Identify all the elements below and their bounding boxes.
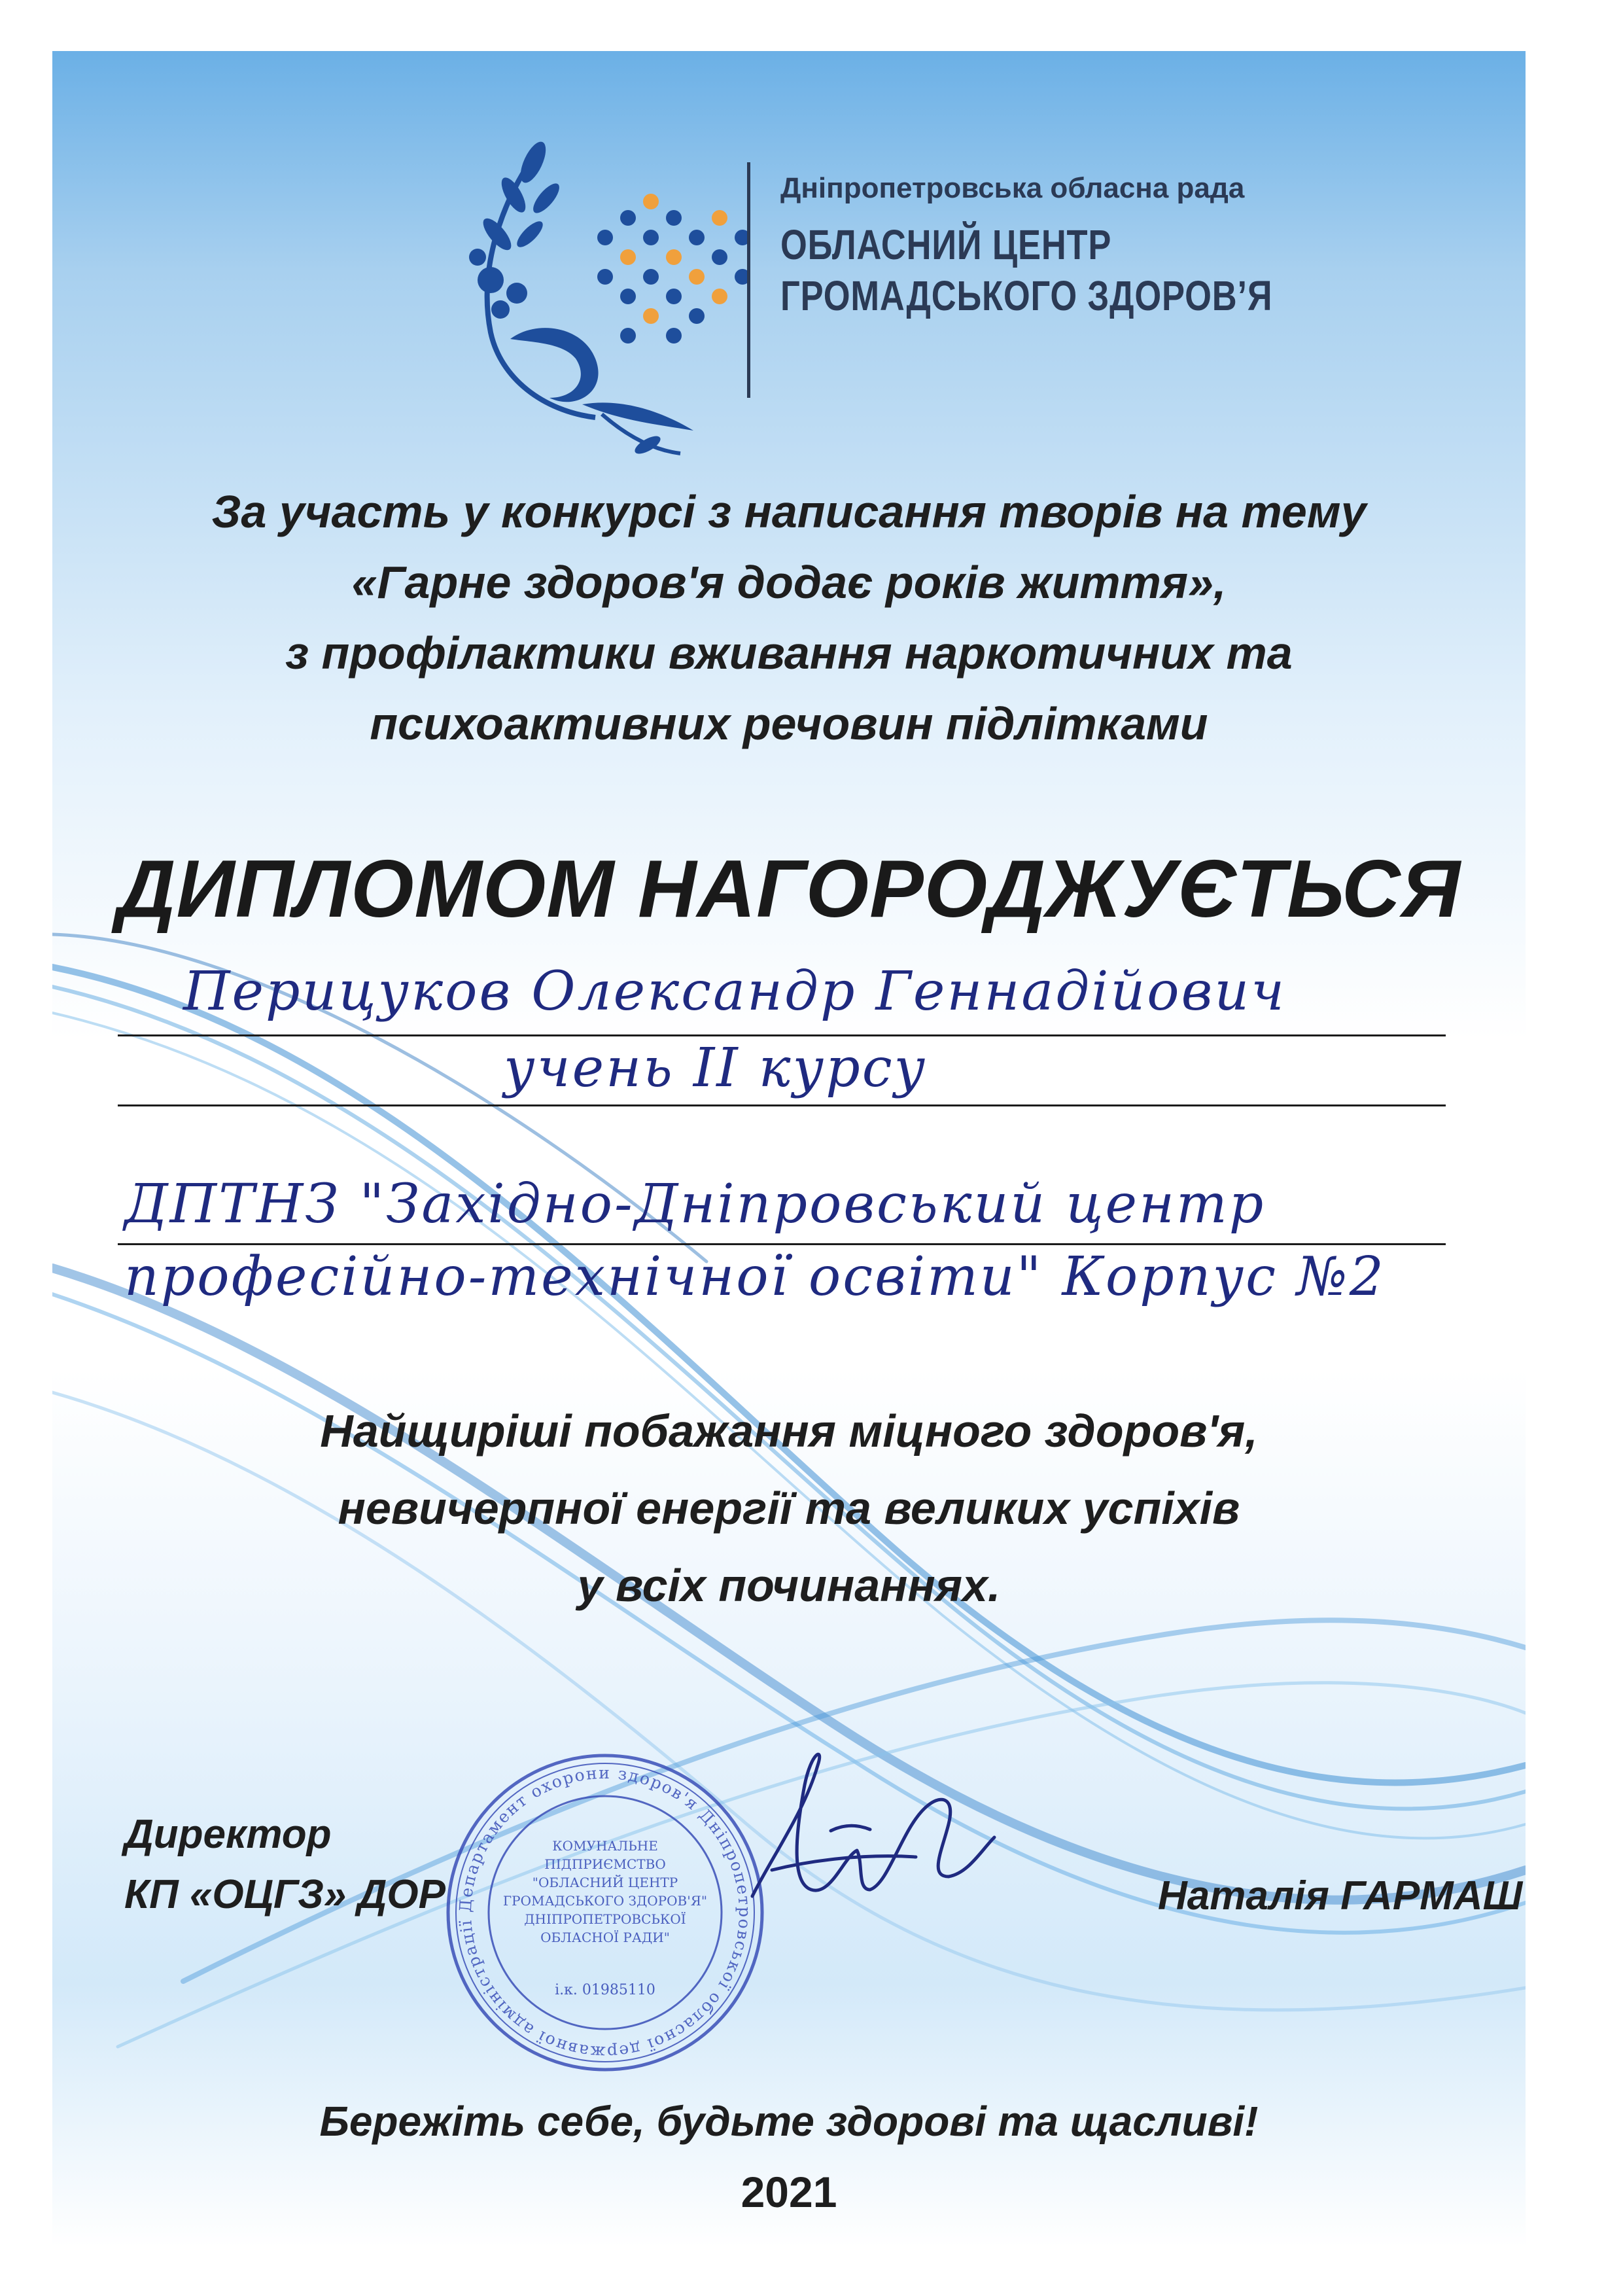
- signatory-name: Наталія ГАРМАШ: [1158, 1873, 1523, 1918]
- institution-line2: професійно-технічної освіти" Корпус №2: [124, 1246, 1386, 1308]
- footer-year: 2021: [741, 2168, 837, 2216]
- footer-slogan: Бережіть себе, будьте здорові та щасливі!: [319, 2098, 1259, 2145]
- logo-divider: [747, 162, 750, 398]
- wishes-line: у всіх починаннях.: [577, 1560, 1001, 1611]
- stamp-center-line: ДНІПРОПЕТРОВСЬКОЇ: [524, 1911, 686, 1927]
- stamp-center-line: КОМУНАЛЬНЕ: [552, 1838, 658, 1854]
- stamp-center-line: "ОБЛАСНИЙ ЦЕНТР: [532, 1875, 678, 1890]
- intro-line: «Гарне здоров'я додає років життя»,: [351, 557, 1227, 608]
- name-underline: [118, 1034, 1446, 1036]
- stamp-code: і.к. 01985110: [555, 1982, 655, 1998]
- intro-line: з профілактики вживання наркотичних та: [285, 627, 1293, 679]
- stamp-center-line: ПІДПРИЄМСТВО: [544, 1856, 666, 1872]
- intro-line: За участь у конкурсі з написання творів на тему: [211, 486, 1367, 537]
- recipient-name: Перицуков Олександр Геннадійович: [183, 961, 1287, 1023]
- diploma-title: ДИПЛОМОМ НАГОРОДЖУЄТЬСЯ: [117, 844, 1461, 934]
- position-line2: КП «ОЦГЗ» ДОР: [124, 1872, 445, 1917]
- council-name: Дніпропетровська обласна рада: [780, 172, 1245, 204]
- diploma-sheet: [52, 51, 1526, 2247]
- stamp-center-line: ОБЛАСНОЇ РАДИ": [540, 1930, 670, 1945]
- center-name-line2: ГРОМАДСЬКОГО ЗДОРОВ’Я: [780, 272, 1273, 319]
- intro-line: психоактивних речовин підлітками: [370, 698, 1208, 749]
- footer: [52, 2086, 1526, 2227]
- center-name-line1: ОБЛАСНИЙ ЦЕНТР: [780, 221, 1112, 268]
- wishes-text: [52, 1392, 1526, 1624]
- dot-pattern-icon: [597, 194, 750, 344]
- institution-underline: [118, 1243, 1446, 1245]
- institution-line1: ДПТНЗ "Західно-Дніпровський центр: [124, 1173, 1266, 1235]
- position-line1: Директор: [124, 1812, 332, 1857]
- recipient-status: учень II курсу: [504, 1037, 928, 1099]
- logo-emblem: [432, 123, 798, 463]
- signature: [733, 1726, 1007, 1942]
- stamp-center-line: ГРОМАДСЬКОГО ЗДОРОВ'Я": [502, 1893, 708, 1909]
- wishes-line: Найщиріші побажання міцного здоров'я,: [320, 1405, 1258, 1457]
- wishes-line: невичерпної енергії та великих успіхів: [338, 1483, 1240, 1534]
- wreath-icon: [469, 138, 693, 457]
- stamp-ring-text: Департамент охорони здоров'я Дніпропетровської обласної державної адміністрації: [455, 1763, 755, 2062]
- status-underline: [118, 1104, 1446, 1106]
- organization-name: [780, 172, 1381, 321]
- signatory-position: [124, 1805, 445, 1925]
- official-stamp: [438, 1746, 772, 2079]
- competition-description: [52, 476, 1526, 759]
